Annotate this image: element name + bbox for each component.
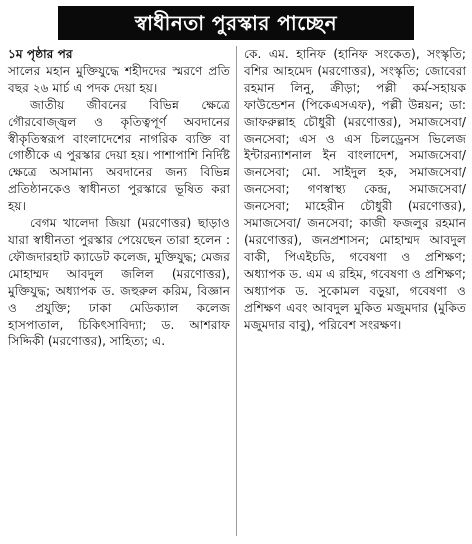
continuation-label: ১ম পৃষ্ঠার পর xyxy=(8,47,73,61)
left-column xyxy=(8,46,230,350)
right-column xyxy=(244,46,466,333)
paragraph-1: সালের মহান মুক্তিযুদ্ধে শহীদদের স্মরণে প্রতি বছর ২৬ মার্চ এ পদক দেয়া হয়। xyxy=(8,63,230,95)
headline: স্বাধীনতা পুরস্কার পাচ্ছেন xyxy=(58,6,414,40)
column-divider xyxy=(236,46,237,536)
paragraph-3: বেগম খালেদা জিয়া (মরণোত্তর) ছাড়াও যারা স্বাধীনতা পুরস্কার পেয়েছেন তারা হলেন : ফৌজদারহাট ক্যাডেট কলেজ, মুক্তিযুদ্ধ; মেজর মোহাম্মদ আবদুল জলিল (মরণোত্তর), মুক্তিযুদ্ধ; অধ্যাপক ড. জহুরুল করিম, বিজ্ঞান ও প্রযুক্তি; ঢাকা মেডিক্যাল কলেজ হাসপাতাল, চিকিৎসাবিদ্যা; ড. আশরাফ সিদ্দিকী (মরণোত্তর), সাহিত্য; এ. xyxy=(8,216,230,349)
paragraph-4: কে. এম. হানিফ (হানিফ সংকেত), সংস্কৃতি; বশির আহমেদ (মরণোত্তর), সংস্কৃতি; জোবেরা রহমান লিনু, ক্রীড়া; পল্লী কর্ম-সহায়ক ফাউন্ডেশন (পিকেএসএফ), পল্লী উন্নয়ন; ডা: জাফরুল্লাহ চৌধুরী (মরণোত্তর), সমাজসেবা/ জনসেবা; এস ও এস চিলড্রেনস ভিলেজ ইন্টারন্যাশনাল ইন বাংলাদেশ, সমাজসেবা/ জনসেবা; মো. সাইদুল হক, সমাজসেবা/ জনসেবা; গণস্বাস্থ্য কেন্দ্র, সমাজসেবা/ জনসেবা; মাহেরীন চৌধুরী (মরণোত্তর), সমাজসেবা/ জনসেবা; কাজী ফজলুর রহমান (মরণোত্তর), জনপ্রশাসন; মোহাম্মদ আবদুল বাকী, পিএইচডি, গবেষণা ও প্রশিক্ষণ; অধ্যাপক ড. এম এ রহিম, গবেষণা ও প্রশিক্ষণ; অধ্যাপক ড. সুকোমল বড়ুয়া, গবেষণা ও প্রশিক্ষণ এবং আবদুল মুকিত মজুমদার (মুকিত মজুমদার বাবু), পরিবেশ সংরক্ষণ। xyxy=(244,47,466,332)
paragraph-2: জাতীয় জীবনের বিভিন্ন ক্ষেত্রে গৌরবোজ্জ্বল ও কৃতিত্বপূর্ণ অবদানের স্বীকৃতিস্বরূপ বাংলাদেশের নাগরিক ব্যক্তি বা গোষ্ঠীকে এ পুরস্কার দেয়া হয়। পাশাপাশি নির্দিষ্ট ক্ষেত্রে অসামান্য অবদানের জন্য বিভিন্ন প্রতিষ্ঠানকেও স্বাধীনতা পুরস্কারে ভূষিত করা হয়। xyxy=(8,97,230,214)
